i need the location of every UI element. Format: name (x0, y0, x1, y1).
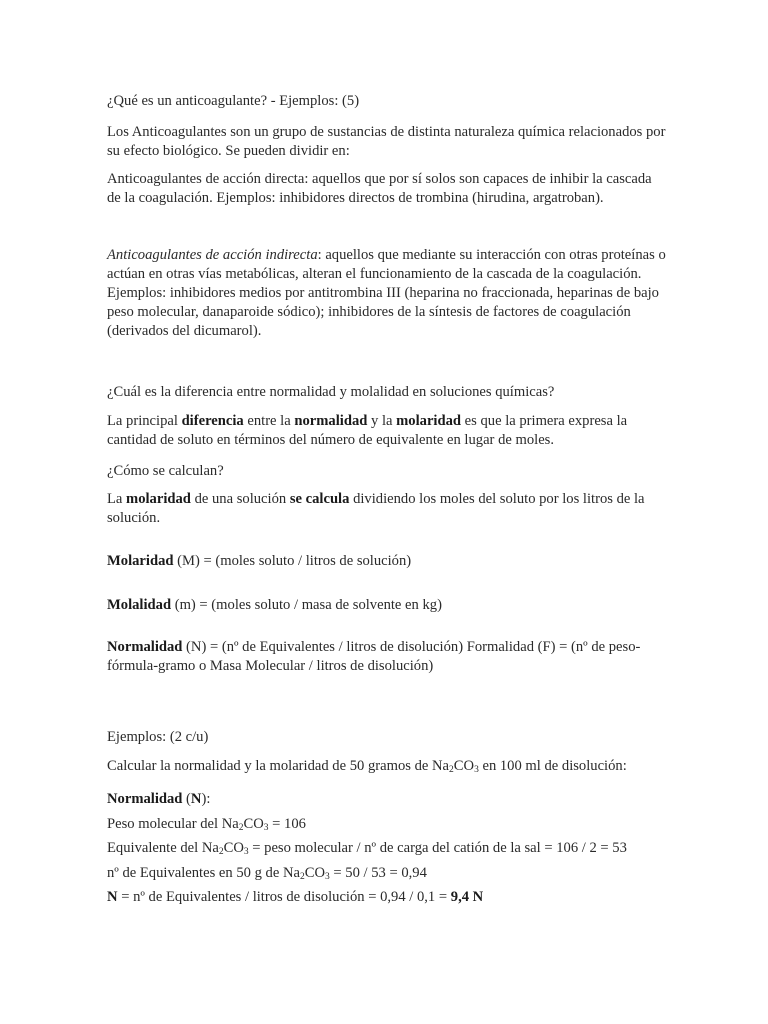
solution-line-num-equivalentes: nº de Equivalentes en 50 g de $Na_2CO_3 = 50 / 53 = 0,94$ (107, 864, 427, 882)
solution-block (107, 787, 667, 910)
question-diferencia: ¿Cuál es la diferencia entre normalidad y molalidad en soluciones químicas? (107, 384, 555, 400)
term-accion-indirecta: Anticoagulantes de acción indirecta (107, 247, 318, 263)
paragraph-accion-directa: Anticoagulantes de acción directa: aquellos que por sí solos son capaces de inhibir la cascada de la coagulación. Ejemplos: inhibidores directos de trombina (hirudina, argatroban). (107, 171, 652, 206)
formula-molalidad: Molalidad (m) = (moles soluto / masa de solvente en kg) (107, 597, 442, 613)
heading-ejemplos: Ejemplos: (2 c/u) (107, 729, 209, 745)
formula-molaridad: Molaridad (M) = (moles soluto / litros de solución) (107, 553, 412, 569)
paragraph-diferencia: La principal diferencia entre la normalidad y la molaridad es que la primera expresa la cantidad de soluto en términos del número de equivalente en lugar de moles. (107, 413, 628, 448)
formula-normalidad: Normalidad (N) = (nº de Equivalentes / litros de disolución) Formalidad (F) = (nº de peso-fórmula-gramo o Masa Molecular / litros de disolución) (107, 639, 641, 674)
paragraph-molaridad: La molaridad de una solución se calcula dividiendo los moles del soluto por los litros de la solución. (107, 491, 645, 526)
paragraph-anticoagulantes-intro: Los Anticoagulantes son un grupo de sustancias de distinta naturaleza química relacionados por su efecto biológico. Se pueden dividir en: (107, 124, 666, 159)
question-como-calcular: ¿Cómo se calculan? (107, 463, 224, 479)
question-anticoagulante: ¿Qué es un anticoagulante? - Ejemplos: (5) (107, 93, 360, 109)
solution-heading: Normalidad (N): (107, 791, 211, 807)
problem-statement: Calcular la normalidad y la molaridad de 50 gramos de $Na_2CO_3$ en 100 ml de disolución: (107, 758, 627, 775)
solution-line-resultado: N = nº de Equivalentes / litros de disolución = 0,94 / 0,1 = 9,4 N (107, 889, 484, 905)
solution-line-peso-molecular: Peso molecular del $Na_2CO_3 = 106$ (107, 815, 306, 833)
paragraph-accion-indirecta: Anticoagulantes de acción indirecta: aquellos que mediante su interacción con otras proteínas o actúan en otras vías metabólicas, alteran el funcionamiento de la cascada de la coagulación. Ejemplos: inhibidores medios por antitrombina III (heparina no fraccionada, heparinas de bajo peso molecular, danaparoide sódico); inhibidores de la síntesis de factores de coagulación (derivados del dicumarol). (107, 247, 666, 339)
solution-line-equivalente: Equivalente del $Na_2CO_3$ = peso molecular / nº de carga del catión de la sal = 106 / 2 = 53 (107, 840, 627, 857)
